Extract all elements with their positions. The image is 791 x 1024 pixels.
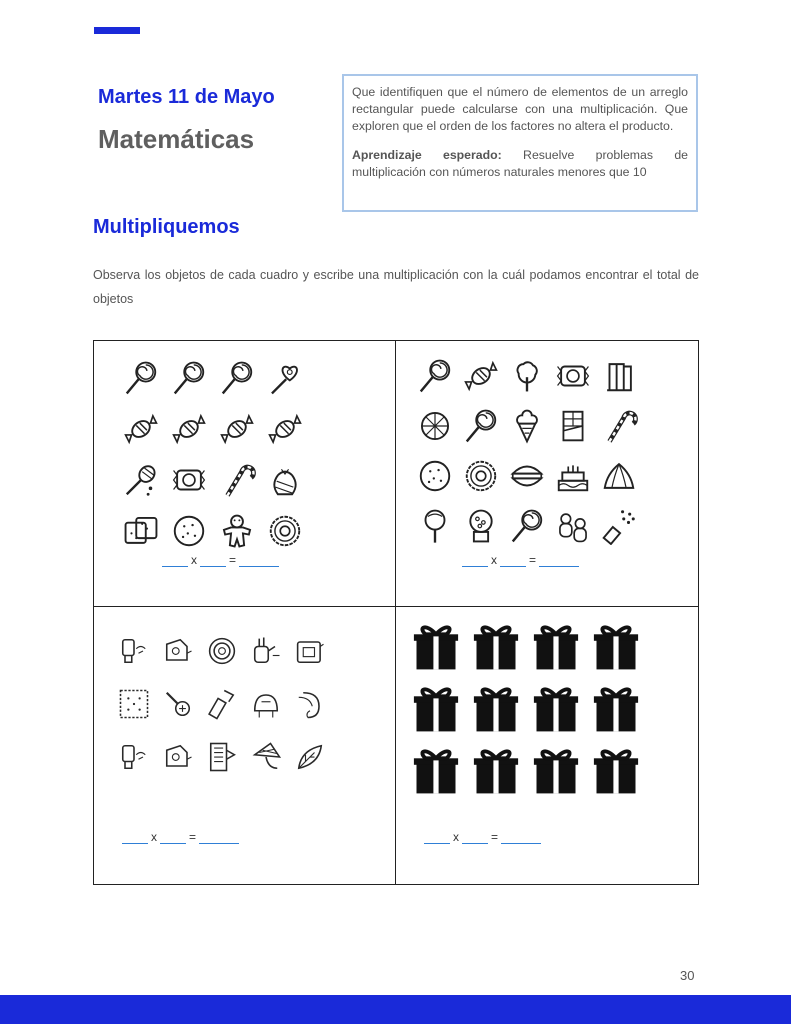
gift-icon	[466, 679, 526, 737]
top-accent-bar	[94, 27, 140, 34]
exercise-box-4	[396, 607, 698, 884]
fan-icon	[244, 735, 288, 779]
product-blank[interactable]	[501, 832, 541, 844]
gummy-bears-icon	[550, 503, 596, 549]
donut-icon	[262, 508, 308, 554]
exercise-box-1	[94, 341, 396, 607]
times-sign: x	[491, 553, 497, 567]
equals-sign: =	[229, 553, 237, 567]
factor-blank[interactable]	[424, 832, 450, 844]
section-title: Multipliquemos	[93, 216, 240, 238]
times-sign: x	[191, 553, 197, 567]
factor-blank[interactable]	[500, 555, 526, 567]
helmet-icon	[244, 682, 288, 726]
gumball-icon	[458, 503, 504, 549]
gift-icon	[406, 617, 466, 675]
gift-icon	[526, 679, 586, 737]
times-sign: x	[453, 830, 459, 844]
candy-icon	[458, 353, 504, 399]
candy-cane-icon	[214, 457, 260, 503]
factor-blank[interactable]	[462, 555, 488, 567]
instructions: Observa los objetos de cada cuadro y escribe una multiplicación con la cuál podamos encontrar el total de objetos	[93, 268, 699, 306]
learning-outcome	[352, 147, 688, 181]
cake-icon	[550, 453, 596, 499]
product-blank[interactable]	[199, 832, 239, 844]
wrapped-candy-icon	[550, 353, 596, 399]
eraser-icon	[288, 682, 332, 726]
learning-label: Aprendizaje esperado:	[352, 148, 502, 162]
exercise-box-2	[396, 341, 698, 607]
donut-icon	[458, 453, 504, 499]
product-blank[interactable]	[239, 555, 279, 567]
lollipop-icon	[458, 403, 504, 449]
stapler-icon	[156, 735, 200, 779]
licorice-icon	[596, 353, 642, 399]
lollipop-icon	[412, 353, 458, 399]
wrapped-candy-icon	[166, 457, 212, 503]
macaron-icon	[504, 453, 550, 499]
cookie-icon	[166, 508, 212, 554]
gift-icon	[466, 617, 526, 675]
gift-icon	[526, 617, 586, 675]
lollipop-icon	[214, 355, 260, 401]
peppermint-icon	[412, 403, 458, 449]
meringue-icon	[596, 453, 642, 499]
gift-icon	[586, 679, 646, 737]
gift-icon	[586, 741, 646, 799]
equation	[424, 830, 541, 844]
gingerbread-icon	[214, 508, 260, 554]
gift-icon	[406, 679, 466, 737]
fountain-pen-icon	[112, 735, 156, 779]
lollipop-icon	[504, 503, 550, 549]
subject-title: Matemáticas	[98, 124, 255, 154]
magnifier-icon	[156, 682, 200, 726]
equation	[122, 830, 239, 844]
candy-bag-icon	[262, 457, 308, 503]
objective-text: Que identifiquen que el número de elementos de un arreglo rectangular puede calcularse con una multiplicación. Que exploren que el orden de los factores no altera el producto.	[352, 85, 688, 133]
sprinkles-icon	[596, 503, 642, 549]
gift-icon	[406, 741, 466, 799]
crackers-icon	[118, 508, 164, 554]
candy-icon	[166, 406, 212, 452]
factor-blank[interactable]	[160, 832, 186, 844]
candy-apple-icon	[412, 503, 458, 549]
glue-icon	[200, 682, 244, 726]
candy-icon	[118, 406, 164, 452]
ice-cream-icon	[504, 403, 550, 449]
equals-sign: =	[491, 830, 499, 844]
objective-box	[342, 74, 698, 212]
lollipop-icon	[118, 355, 164, 401]
candy-cane-icon	[596, 403, 642, 449]
candy-icon	[214, 406, 260, 452]
hand-icon	[244, 629, 288, 673]
stapler-icon	[156, 629, 200, 673]
leaf-icon	[288, 735, 332, 779]
bottom-accent-bar	[0, 995, 791, 1024]
tape-icon	[200, 629, 244, 673]
equals-sign: =	[189, 830, 197, 844]
factor-blank[interactable]	[200, 555, 226, 567]
gift-icon	[526, 741, 586, 799]
chocolate-icon	[550, 403, 596, 449]
date-title: Martes 11 de Mayo	[98, 86, 275, 108]
equation	[162, 553, 279, 567]
candy-icon	[262, 406, 308, 452]
gift-icon	[466, 741, 526, 799]
heart-lollipop-icon	[262, 355, 308, 401]
folder-icon	[288, 629, 332, 673]
learning-text: Resuelve problemas de multiplicación con números naturales menores que 10	[352, 148, 688, 179]
times-sign: x	[151, 830, 157, 844]
equation	[462, 553, 579, 567]
honey-dipper-icon	[118, 457, 164, 503]
cotton-candy-icon	[504, 353, 550, 399]
equals-sign: =	[529, 553, 537, 567]
factor-blank[interactable]	[122, 832, 148, 844]
factor-blank[interactable]	[462, 832, 488, 844]
cookie-icon	[412, 453, 458, 499]
factor-blank[interactable]	[162, 555, 188, 567]
gift-icon	[586, 617, 646, 675]
fountain-pen-icon	[112, 629, 156, 673]
stamp-icon	[112, 682, 156, 726]
lollipop-icon	[166, 355, 212, 401]
notebook-icon	[200, 735, 244, 779]
exercise-grid	[93, 340, 699, 885]
product-blank[interactable]	[539, 555, 579, 567]
exercise-box-3	[94, 607, 396, 884]
page-number: 30	[680, 968, 695, 983]
